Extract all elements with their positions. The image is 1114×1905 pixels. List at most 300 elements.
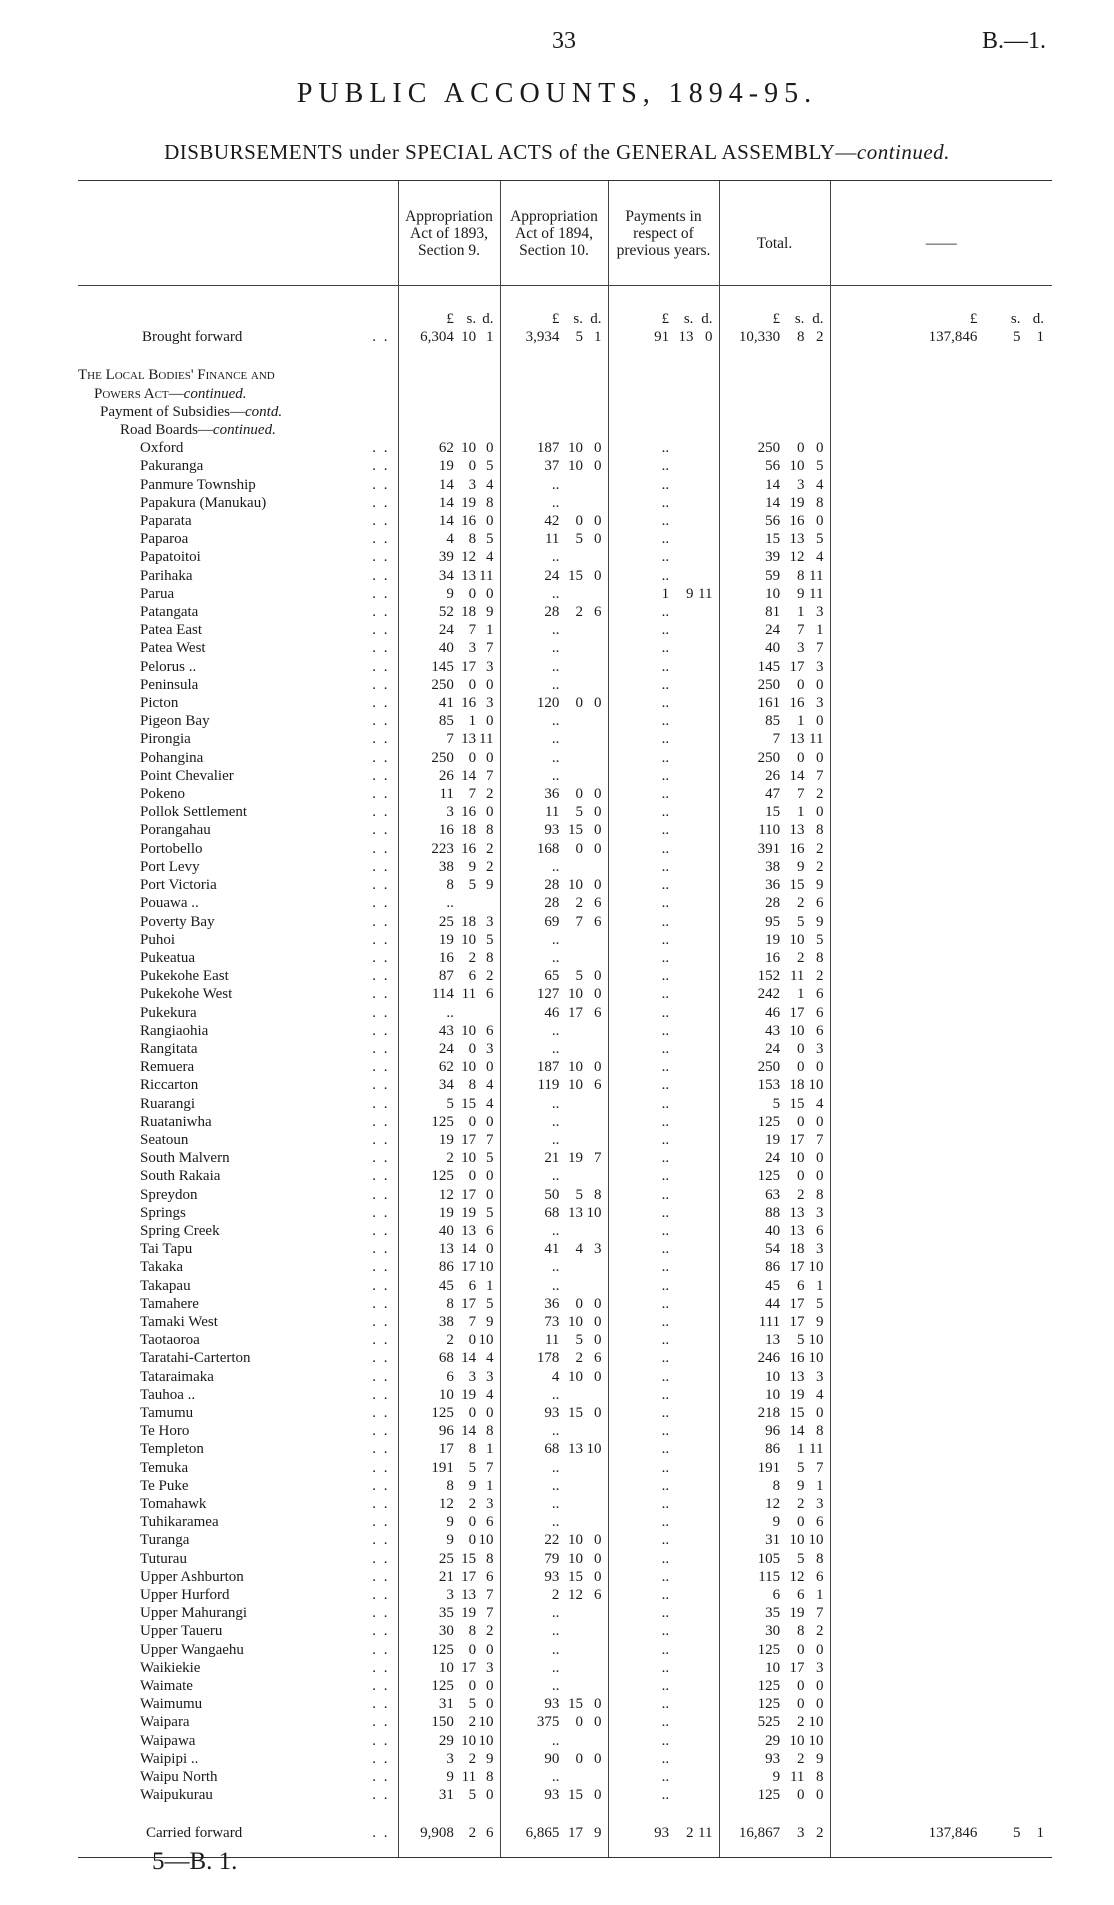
amount-pounds: 3 bbox=[446, 1587, 454, 1604]
amount-pence: 8 bbox=[486, 494, 494, 511]
road-board-name: Remuera bbox=[140, 1059, 195, 1076]
amount-pounds: 62 bbox=[438, 440, 454, 457]
amount-pounds: 250 bbox=[431, 676, 454, 693]
amount-shillings bbox=[669, 1604, 693, 1622]
amount-pounds: 24 bbox=[438, 622, 454, 639]
amount-pounds: .. bbox=[661, 1496, 670, 1512]
amount-pounds: 56 bbox=[765, 513, 781, 530]
amount-pence: 7 bbox=[486, 640, 494, 657]
pence-unit: d. bbox=[590, 311, 602, 327]
amount-pence: 3 bbox=[816, 1241, 824, 1258]
page-subtitle bbox=[0, 140, 1114, 165]
section-heading-line2: Powers Act— bbox=[94, 385, 184, 402]
amount-pounds: 137,846 bbox=[928, 329, 978, 346]
amount-shillings: 16 bbox=[789, 840, 805, 857]
amount-pounds: .. bbox=[661, 877, 670, 894]
amount-shillings: 0 bbox=[575, 1750, 583, 1767]
amount-pence: 10 bbox=[808, 1732, 824, 1749]
amount-pounds: 6,304 bbox=[420, 329, 454, 346]
amount-pence: 5 bbox=[816, 458, 824, 475]
amount-pence bbox=[583, 730, 602, 748]
amount-pence bbox=[693, 1040, 712, 1058]
amount-shillings: 0 bbox=[468, 1678, 477, 1695]
shilling-unit: s. bbox=[466, 311, 477, 327]
road-board-name: Oxford bbox=[140, 440, 184, 457]
amount-pence: 0 bbox=[594, 968, 602, 985]
amount-pence bbox=[693, 639, 712, 657]
amount-shillings: 10 bbox=[567, 877, 583, 894]
amount-pence bbox=[693, 1513, 712, 1531]
amount-pounds: 25 bbox=[438, 913, 454, 930]
amount-shillings: 17 bbox=[461, 1259, 477, 1276]
amount-shillings bbox=[669, 1404, 693, 1422]
amount-shillings: 11 bbox=[461, 1769, 477, 1786]
amount-pounds: 14 bbox=[438, 494, 454, 511]
amount-pence: 0 bbox=[486, 1787, 494, 1804]
amount-shillings: 10 bbox=[461, 931, 477, 948]
amount-pence: 6 bbox=[816, 895, 824, 912]
amount-pence bbox=[583, 585, 602, 603]
amount-shillings: 3 bbox=[796, 476, 805, 493]
table-row: South Malvern . . 2 10 5 21 19 7 .. 24 10 0 bbox=[78, 1149, 1052, 1167]
amount-pounds: .. bbox=[661, 949, 670, 966]
amount-pounds: 16 bbox=[765, 949, 781, 966]
amount-pounds: .. bbox=[661, 858, 670, 875]
disbursements-table bbox=[78, 180, 1052, 1858]
amount-pounds: .. bbox=[551, 494, 560, 511]
road-board-name: Taratahi-Carterton bbox=[140, 1350, 251, 1367]
amount-shillings bbox=[559, 621, 583, 639]
amount-pence bbox=[583, 1732, 602, 1750]
amount-pence: 10 bbox=[478, 1332, 494, 1349]
amount-pounds: .. bbox=[661, 731, 670, 748]
amount-pounds: 125 bbox=[757, 1168, 781, 1185]
amount-pence bbox=[693, 1167, 712, 1185]
amount-pounds: 86 bbox=[765, 1441, 781, 1458]
amount-shillings: 15 bbox=[567, 567, 583, 584]
amount-pounds: .. bbox=[661, 1113, 670, 1130]
amount-shillings: 2 bbox=[468, 1496, 477, 1512]
amount-shillings: 2 bbox=[796, 1496, 805, 1512]
amount-shillings: 19 bbox=[461, 1204, 477, 1221]
amount-pounds: 111 bbox=[758, 1313, 781, 1330]
amount-pence: 1 bbox=[486, 1441, 494, 1458]
amount-pounds: .. bbox=[661, 676, 670, 693]
amount-pounds: 45 bbox=[438, 1277, 454, 1294]
amount-pounds: .. bbox=[661, 931, 670, 948]
amount-pounds: .. bbox=[551, 476, 560, 493]
amount-shillings: 15 bbox=[567, 1404, 583, 1421]
amount-pence: 0 bbox=[486, 1678, 494, 1695]
road-board-name: Picton bbox=[140, 695, 179, 712]
amount-shillings: 7 bbox=[468, 786, 477, 803]
amount-pounds: .. bbox=[661, 494, 670, 511]
amount-pence bbox=[583, 494, 602, 512]
amount-shillings bbox=[559, 1641, 583, 1659]
amount-shillings: 7 bbox=[796, 622, 805, 639]
amount-shillings: 3 bbox=[796, 640, 805, 657]
amount-pence bbox=[693, 1750, 712, 1768]
amount-pence: 3 bbox=[486, 1368, 494, 1385]
amount-pence bbox=[583, 1277, 602, 1295]
amount-shillings: 6 bbox=[796, 1277, 805, 1294]
amount-pounds: 5 bbox=[446, 1095, 454, 1112]
pence-unit: d. bbox=[1032, 311, 1044, 327]
amount-shillings bbox=[559, 494, 583, 512]
amount-shillings: 0 bbox=[575, 1295, 583, 1312]
amount-pounds: 7 bbox=[772, 731, 781, 748]
amount-pence: 10 bbox=[478, 1714, 494, 1731]
amount-pence: 0 bbox=[594, 1313, 602, 1330]
amount-shillings: 13 bbox=[567, 1204, 583, 1221]
road-board-name: Spring Creek bbox=[140, 1222, 220, 1239]
table-row: Paparata . . 14 16 0 42 0 0 .. 56 16 0 bbox=[78, 512, 1052, 530]
amount-pence: 0 bbox=[486, 1168, 494, 1185]
amount-shillings: 10 bbox=[567, 458, 583, 475]
amount-pence: 11 bbox=[809, 585, 824, 602]
amount-pence bbox=[693, 1349, 712, 1367]
amount-pounds: 31 bbox=[438, 1787, 454, 1804]
amount-shillings bbox=[669, 1495, 693, 1513]
amount-pence: 3 bbox=[816, 1204, 824, 1221]
amount-shillings bbox=[669, 767, 693, 785]
amount-pounds: .. bbox=[446, 1004, 454, 1021]
amount-shillings: 10 bbox=[461, 440, 477, 457]
amount-shillings: 5 bbox=[796, 1332, 805, 1349]
amount-shillings bbox=[669, 1531, 693, 1549]
amount-pence: 0 bbox=[816, 749, 824, 766]
amount-shillings bbox=[559, 585, 583, 603]
road-board-name: Portobello bbox=[140, 840, 203, 857]
amount-pounds: 24 bbox=[765, 622, 781, 639]
amount-shillings bbox=[669, 1422, 693, 1440]
carried-forward-row: Carried forward . . 9,908 2 6 6,865 17 9 93 2 11 16,867 3 2 137,846 5 1 bbox=[78, 1804, 1052, 1857]
amount-pounds: 31 bbox=[765, 1532, 781, 1549]
amount-pence: 9 bbox=[816, 913, 824, 930]
amount-pence: 5 bbox=[486, 1150, 494, 1167]
amount-shillings: 14 bbox=[789, 767, 805, 784]
amount-shillings bbox=[669, 1204, 693, 1222]
amount-pounds: 26 bbox=[765, 767, 781, 784]
amount-shillings: 13 bbox=[789, 731, 805, 748]
page-title: PUBLIC ACCOUNTS, 1894-95. bbox=[296, 78, 818, 109]
table-row: Templeton . . 17 8 1 68 13 10 .. 86 1 11 bbox=[78, 1440, 1052, 1458]
amount-pence: 6 bbox=[594, 1077, 602, 1094]
amount-shillings: 2 bbox=[796, 895, 805, 912]
amount-pence bbox=[693, 1641, 712, 1659]
amount-pence: 0 bbox=[486, 1186, 494, 1203]
road-board-name: Papakura (Manukau) bbox=[140, 494, 267, 511]
amount-pounds: .. bbox=[661, 1095, 670, 1112]
amount-pounds: 19 bbox=[765, 931, 781, 948]
amount-pounds: 10 bbox=[438, 1386, 454, 1403]
amount-pence: 11 bbox=[809, 731, 824, 748]
amount-pence bbox=[693, 1495, 712, 1513]
road-boards-heading: Road Boards— bbox=[120, 422, 213, 439]
table-row: Taratahi-Carterton . . 68 14 4 178 2 6 .. 246 16 10 bbox=[78, 1349, 1052, 1367]
amount-shillings bbox=[669, 894, 693, 912]
pound-unit: £ bbox=[969, 311, 978, 327]
road-board-name: Waipipi .. bbox=[140, 1750, 199, 1767]
road-board-name: Tuturau bbox=[140, 1550, 187, 1567]
road-board-name: Turanga bbox=[140, 1532, 190, 1549]
amount-shillings: 0 bbox=[468, 1113, 477, 1130]
amount-shillings: 0 bbox=[468, 749, 477, 766]
amount-shillings: 19 bbox=[461, 1605, 477, 1622]
page-number: 33 bbox=[552, 28, 576, 54]
table-row: Turanga . . 9 0 10 22 10 0 .. 31 10 10 bbox=[78, 1531, 1052, 1549]
amount-shillings: 15 bbox=[789, 1404, 805, 1421]
road-board-name: Upper Ashburton bbox=[140, 1568, 244, 1585]
road-board-name: Peninsula bbox=[140, 676, 199, 693]
amount-pounds: 115 bbox=[758, 1568, 781, 1585]
amount-shillings: 10 bbox=[567, 440, 583, 457]
amount-shillings bbox=[559, 1022, 583, 1040]
amount-pence bbox=[693, 821, 712, 839]
amount-pence bbox=[583, 1677, 602, 1695]
amount-shillings: 0 bbox=[796, 1678, 805, 1695]
amount-pounds: 10 bbox=[765, 1368, 781, 1385]
amount-pence: 0 bbox=[486, 1059, 494, 1076]
amount-pounds: 125 bbox=[757, 1787, 781, 1804]
amount-pounds: 2 bbox=[551, 1587, 560, 1604]
amount-shillings bbox=[669, 1349, 693, 1367]
amount-shillings: 13 bbox=[789, 531, 805, 548]
amount-pounds: .. bbox=[661, 1350, 670, 1367]
amount-shillings bbox=[559, 1459, 583, 1477]
amount-pounds: 37 bbox=[544, 458, 560, 475]
amount-pence: 7 bbox=[486, 1605, 494, 1622]
road-board-name: Panmure Township bbox=[140, 476, 256, 493]
amount-pounds: .. bbox=[661, 840, 670, 857]
amount-pence bbox=[693, 1222, 712, 1240]
amount-pounds: 12 bbox=[765, 1496, 781, 1512]
amount-pounds: 40 bbox=[765, 640, 781, 657]
table-row: Tamumu . . 125 0 0 93 15 0 .. 218 15 0 bbox=[78, 1404, 1052, 1422]
amount-pounds: 81 bbox=[765, 604, 781, 621]
amount-pounds: .. bbox=[661, 513, 670, 530]
amount-shillings: 11 bbox=[789, 1769, 805, 1786]
amount-pounds: .. bbox=[551, 1659, 560, 1676]
amount-pounds: .. bbox=[661, 1222, 670, 1239]
amount-shillings bbox=[559, 949, 583, 967]
amount-shillings: 0 bbox=[575, 695, 583, 712]
amount-shillings bbox=[559, 1277, 583, 1295]
amount-pence bbox=[583, 1131, 602, 1149]
road-board-name: Upper Hurford bbox=[140, 1587, 230, 1604]
road-board-name: Rangiaohia bbox=[140, 1022, 209, 1039]
amount-pounds: .. bbox=[551, 1040, 560, 1057]
table-row: Patangata . . 52 18 9 28 2 6 .. 81 1 3 bbox=[78, 603, 1052, 621]
amount-pence: 5 bbox=[486, 458, 494, 475]
amount-shillings bbox=[669, 694, 693, 712]
amount-shillings: 1 bbox=[796, 1441, 805, 1458]
amount-pence bbox=[693, 494, 712, 512]
amount-pence: 6 bbox=[486, 1222, 494, 1239]
amount-pounds: 10,330 bbox=[738, 329, 781, 346]
amount-shillings bbox=[669, 1186, 693, 1204]
subtitle-continued: continued. bbox=[856, 140, 950, 164]
table-row: Picton . . 41 16 3 120 0 0 .. 161 16 3 bbox=[78, 694, 1052, 712]
table-row: Waipara . . 150 2 10 375 0 0 .. 525 2 10 bbox=[78, 1713, 1052, 1731]
amount-shillings: 0 bbox=[468, 458, 477, 475]
amount-shillings: 12 bbox=[789, 1568, 805, 1585]
section-heading-row bbox=[78, 403, 1052, 421]
amount-pounds: .. bbox=[661, 640, 670, 657]
amount-pounds: 73 bbox=[544, 1313, 560, 1330]
amount-pounds: 191 bbox=[757, 1459, 781, 1476]
amount-pounds: 2 bbox=[446, 1332, 454, 1349]
amount-shillings: 16 bbox=[461, 695, 477, 712]
amount-pence: 0 bbox=[486, 676, 494, 693]
amount-shillings: 5 bbox=[468, 1696, 477, 1713]
amount-shillings: 1 bbox=[796, 986, 805, 1003]
table-row: Waikiekie . . 10 17 3 .. .. 10 17 3 bbox=[78, 1659, 1052, 1677]
amount-pence: 0 bbox=[594, 531, 602, 548]
amount-pounds: .. bbox=[551, 1222, 560, 1239]
amount-pence bbox=[583, 858, 602, 876]
amount-shillings bbox=[669, 1222, 693, 1240]
amount-shillings bbox=[669, 1732, 693, 1750]
amount-pounds: .. bbox=[661, 1313, 670, 1330]
amount-shillings: 8 bbox=[796, 567, 805, 584]
amount-pence bbox=[583, 1040, 602, 1058]
table-row: Port Victoria . . 8 5 9 28 10 0 .. 36 15 9 bbox=[78, 876, 1052, 894]
amount-pence bbox=[693, 1768, 712, 1786]
section-heading-line1: The Local Bodies' Finance and bbox=[78, 367, 275, 384]
amount-pence bbox=[693, 1386, 712, 1404]
amount-pence: 2 bbox=[486, 840, 494, 857]
amount-pounds: .. bbox=[661, 1714, 670, 1731]
amount-shillings: 3 bbox=[468, 476, 477, 493]
amount-shillings: 7 bbox=[468, 622, 477, 639]
amount-shillings: 0 bbox=[468, 1641, 477, 1658]
table-row: Seatoun . . 19 17 7 .. .. 19 17 7 bbox=[78, 1131, 1052, 1149]
amount-shillings bbox=[669, 1513, 693, 1531]
amount-shillings: 16 bbox=[789, 1350, 805, 1367]
amount-shillings: 15 bbox=[567, 1696, 583, 1713]
amount-pounds: 40 bbox=[438, 640, 454, 657]
amount-pence bbox=[693, 1732, 712, 1750]
amount-pounds: .. bbox=[661, 1623, 670, 1640]
amount-shillings bbox=[559, 1095, 583, 1113]
amount-pence: 7 bbox=[486, 1131, 494, 1148]
amount-pence: 4 bbox=[816, 476, 824, 493]
amount-pounds: 86 bbox=[765, 1259, 781, 1276]
amount-pence bbox=[693, 1622, 712, 1640]
amount-pounds: 145 bbox=[431, 658, 454, 675]
amount-pence: 10 bbox=[478, 1532, 494, 1549]
road-board-name: Upper Wangaehu bbox=[140, 1641, 244, 1658]
amount-pence: 2 bbox=[486, 786, 494, 803]
amount-shillings: 19 bbox=[789, 1386, 805, 1403]
amount-pounds: 125 bbox=[431, 1404, 454, 1421]
amount-pence bbox=[693, 985, 712, 1003]
amount-pence: 1 bbox=[816, 1477, 824, 1494]
amount-pence: 0 bbox=[816, 1168, 824, 1185]
amount-shillings: 13 bbox=[789, 822, 805, 839]
amount-pounds: .. bbox=[661, 1131, 670, 1148]
amount-shillings bbox=[669, 457, 693, 475]
amount-shillings bbox=[669, 1786, 693, 1804]
amount-pence: 8 bbox=[816, 822, 824, 839]
amount-shillings: 12 bbox=[461, 549, 477, 566]
section-heading-row bbox=[78, 346, 1052, 384]
amount-pounds: 14 bbox=[438, 476, 454, 493]
amount-pounds: 62 bbox=[438, 1059, 454, 1076]
units-row bbox=[78, 286, 1052, 329]
amount-pounds: .. bbox=[661, 968, 670, 985]
pound-unit: £ bbox=[772, 311, 781, 327]
pound-unit: £ bbox=[551, 311, 560, 327]
amount-shillings bbox=[669, 1022, 693, 1040]
amount-pence bbox=[693, 1568, 712, 1586]
amount-pounds: .. bbox=[661, 1514, 670, 1531]
amount-pounds: 250 bbox=[757, 676, 781, 693]
amount-pounds: 35 bbox=[765, 1605, 781, 1622]
amount-pounds: .. bbox=[661, 1750, 670, 1767]
amount-pounds: 29 bbox=[438, 1732, 454, 1749]
amount-pence: 2 bbox=[816, 840, 824, 857]
amount-pounds: 36 bbox=[544, 1295, 560, 1312]
amount-pounds: 4 bbox=[551, 1368, 560, 1385]
amount-pounds: 24 bbox=[765, 1040, 781, 1057]
amount-pence: 0 bbox=[594, 1568, 602, 1585]
amount-pence bbox=[693, 1131, 712, 1149]
amount-shillings bbox=[559, 1113, 583, 1131]
amount-shillings bbox=[669, 1713, 693, 1731]
amount-pounds: 11 bbox=[439, 786, 454, 803]
amount-pounds: .. bbox=[661, 786, 670, 803]
amount-pence bbox=[693, 1149, 712, 1167]
amount-shillings: 5 bbox=[575, 804, 583, 821]
table-row: Point Chevalier . . 26 14 7 .. .. 26 14 7 bbox=[78, 767, 1052, 785]
amount-pence bbox=[693, 913, 712, 931]
amount-pence: 4 bbox=[486, 549, 494, 566]
amount-pounds: 85 bbox=[438, 713, 454, 730]
table-row: Pohangina . . 250 0 0 .. .. 250 0 0 bbox=[78, 749, 1052, 767]
amount-shillings: 9 bbox=[796, 1477, 805, 1494]
amount-pounds: 96 bbox=[438, 1423, 454, 1440]
amount-pence bbox=[583, 1495, 602, 1513]
amount-shillings: 0 bbox=[796, 1696, 805, 1713]
amount-pence bbox=[583, 1422, 602, 1440]
amount-pounds: 246 bbox=[757, 1350, 781, 1367]
amount-pence bbox=[693, 1586, 712, 1604]
amount-shillings: 11 bbox=[461, 986, 477, 1003]
amount-pence: 6 bbox=[594, 913, 602, 930]
amount-pounds: 161 bbox=[757, 695, 781, 712]
amount-shillings: 15 bbox=[461, 1095, 477, 1112]
amount-shillings: 0 bbox=[468, 1532, 477, 1549]
amount-pence bbox=[693, 1459, 712, 1477]
amount-pence bbox=[583, 1386, 602, 1404]
amount-shillings: 17 bbox=[789, 658, 805, 675]
amount-shillings: 13 bbox=[789, 1222, 805, 1239]
amount-pence: 6 bbox=[594, 1004, 602, 1021]
road-board-name: Waipukurau bbox=[140, 1787, 213, 1804]
amount-pounds: 125 bbox=[757, 1696, 781, 1713]
amount-pounds: 24 bbox=[544, 567, 560, 584]
amount-shillings: 0 bbox=[575, 1714, 583, 1731]
amount-shillings bbox=[669, 749, 693, 767]
amount-pounds: 10 bbox=[765, 1386, 781, 1403]
amount-shillings: 8 bbox=[468, 1623, 477, 1640]
amount-pence: 0 bbox=[816, 1678, 824, 1695]
amount-pounds: 178 bbox=[536, 1350, 560, 1367]
amount-pounds: .. bbox=[551, 549, 560, 566]
amount-shillings: 10 bbox=[789, 1150, 805, 1167]
